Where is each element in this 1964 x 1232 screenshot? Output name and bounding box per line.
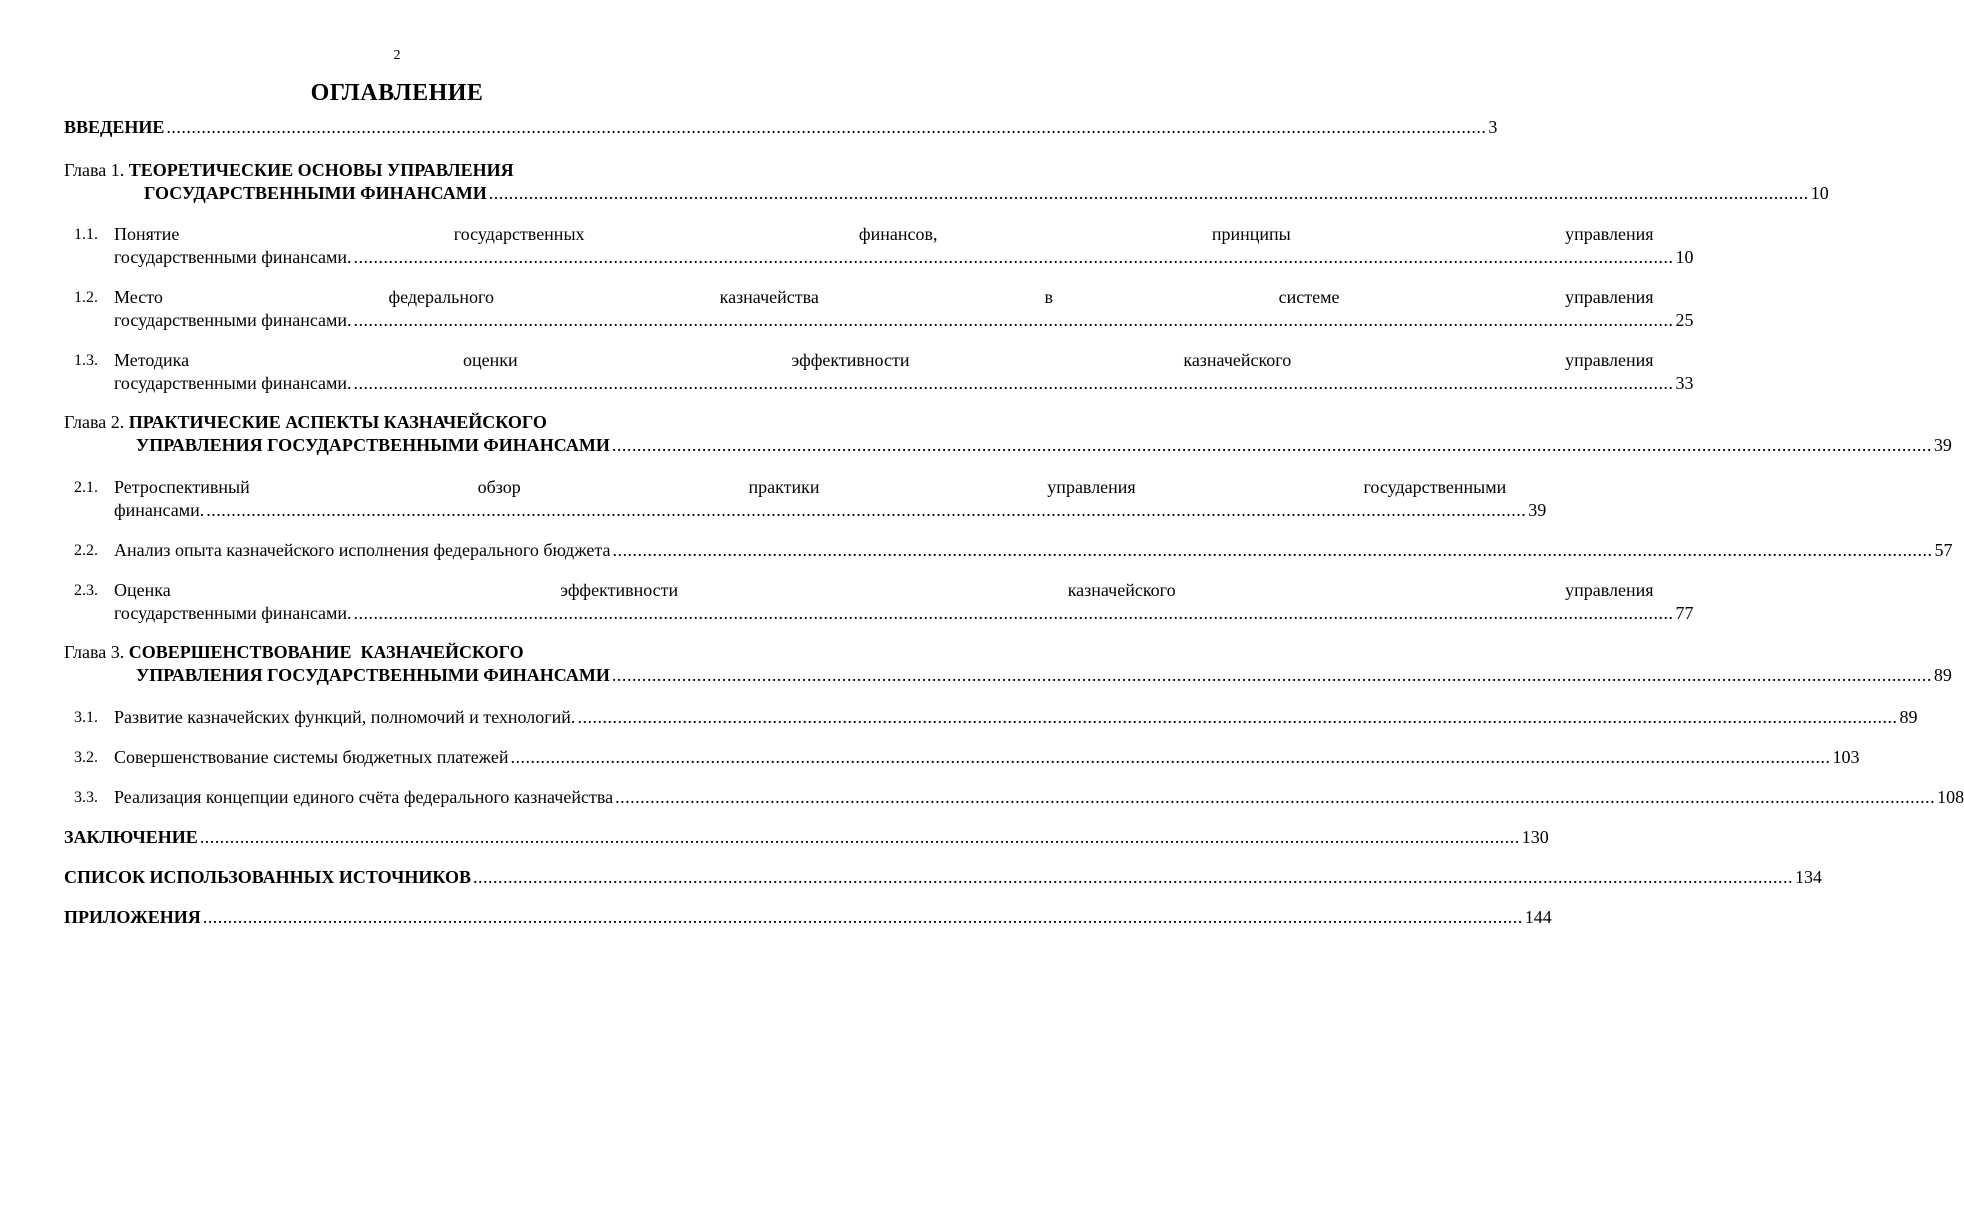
toc-entry-page: 3 xyxy=(1488,117,1498,137)
section-title-line1: Методика оценки эффективности казначейского управления xyxy=(114,350,1654,370)
toc-entry-page: 134 xyxy=(1794,867,1822,887)
section-title-line2: государственными финансами. xyxy=(114,310,352,330)
section-number: 2.3. xyxy=(74,582,98,599)
chapter-page: 10 xyxy=(1810,183,1829,203)
section-title-line1: Ретроспективный обзор практики управления государственными xyxy=(114,477,1507,497)
toc-entry-page: 144 xyxy=(1524,907,1552,927)
chapter-title-line1: ПРАКТИЧЕСКИЕ АСПЕКТЫ КАЗНАЧЕЙСКОГО xyxy=(128,412,547,432)
leader-dots xyxy=(615,786,1935,809)
toc-entry-appendix xyxy=(64,906,1552,929)
chapter-page: 39 xyxy=(1933,435,1952,455)
toc-section-2-1 xyxy=(74,476,1547,522)
leader-dots xyxy=(511,746,1831,769)
toc-entry-label: ВВЕДЕНИЕ xyxy=(64,117,165,137)
section-title-line1: Анализ опыта казначейского исполнения федерального бюджета xyxy=(114,540,611,560)
section-title-line2: государственными финансами. xyxy=(114,603,352,623)
toc-chapter-1 xyxy=(64,159,1829,205)
chapter-prefix: Глава 2. xyxy=(64,412,125,432)
toc-entry-label: ЗАКЛЮЧЕНИЕ xyxy=(64,827,198,847)
table-of-contents xyxy=(64,116,1964,929)
section-number: 3.3. xyxy=(74,789,98,806)
section-number: 1.2. xyxy=(74,289,98,306)
section-page: 33 xyxy=(1675,373,1694,393)
chapter-title-line2: УПРАВЛЕНИЯ ГОСУДАРСТВЕННЫМИ ФИНАНСАМИ xyxy=(136,665,610,685)
section-number: 3.1. xyxy=(74,709,98,726)
section-number: 1.1. xyxy=(74,226,98,243)
section-number: 2.2. xyxy=(74,542,98,559)
toc-section-3-1 xyxy=(74,706,1918,729)
section-number: 3.2. xyxy=(74,749,98,766)
chapter-prefix: Глава 3. xyxy=(64,642,125,662)
section-page: 89 xyxy=(1899,707,1918,727)
leader-dots xyxy=(577,706,1897,729)
toc-entry-label: СПИСОК ИСПОЛЬЗОВАННЫХ ИСТОЧНИКОВ xyxy=(64,867,471,887)
leader-dots xyxy=(354,372,1674,395)
section-number: 2.1. xyxy=(74,479,98,496)
section-page: 108 xyxy=(1937,787,1964,807)
toc-section-2-3 xyxy=(74,579,1694,625)
leader-dots xyxy=(612,664,1932,687)
toc-section-1-3 xyxy=(74,349,1694,395)
section-title-line1: Оценка эффективности казначейского управления xyxy=(114,580,1654,600)
leader-dots xyxy=(354,602,1674,625)
leader-dots xyxy=(473,866,1793,889)
leader-dots xyxy=(612,434,1932,457)
leader-dots xyxy=(206,499,1526,522)
section-page: 77 xyxy=(1675,603,1694,623)
section-page: 25 xyxy=(1675,310,1694,330)
section-page: 39 xyxy=(1528,500,1547,520)
leader-dots xyxy=(166,116,1486,139)
leader-dots xyxy=(203,906,1523,929)
page-number: 2 xyxy=(393,48,401,63)
section-title-line1: Развитие казначейских функций, полномочий и технологий. xyxy=(114,707,576,727)
leader-dots xyxy=(489,182,1809,205)
section-title-line2: государственными финансами. xyxy=(114,373,352,393)
section-title-line1: Место федерального казначейства в системе управления xyxy=(114,287,1654,307)
section-title-line1: Понятие государственных финансов, принципы управления xyxy=(114,224,1654,244)
section-title-line2: финансами. xyxy=(114,500,205,520)
toc-entry-page: 130 xyxy=(1521,827,1549,847)
toc-section-2-2 xyxy=(74,539,1953,562)
chapter-title-line1: СОВЕРШЕНСТВОВАНИЕ КАЗНАЧЕЙСКОГО xyxy=(128,642,524,662)
toc-entry-label: ПРИЛОЖЕНИЯ xyxy=(64,907,201,927)
toc-chapter-2 xyxy=(64,411,1952,457)
toc-section-1-1 xyxy=(74,223,1694,269)
toc-entry-sources xyxy=(64,866,1822,889)
section-title-line1: Реализация концепции единого счёта федерального казначейства xyxy=(114,787,614,807)
toc-section-1-2 xyxy=(74,286,1694,332)
chapter-title-line1: ТЕОРЕТИЧЕСКИЕ ОСНОВЫ УПРАВЛЕНИЯ xyxy=(128,160,514,180)
chapter-title-line2: ГОСУДАРСТВЕННЫМИ ФИНАНСАМИ xyxy=(144,183,487,203)
leader-dots xyxy=(612,539,1932,562)
leader-dots xyxy=(200,826,1520,849)
toc-entry-conclusion xyxy=(64,826,1549,849)
section-number: 1.3. xyxy=(74,352,98,369)
chapter-prefix: Глава 1. xyxy=(64,160,125,180)
section-page: 103 xyxy=(1832,747,1860,767)
toc-chapter-3 xyxy=(64,641,1952,687)
leader-dots xyxy=(354,246,1674,269)
chapter-title-line2: УПРАВЛЕНИЯ ГОСУДАРСТВЕННЫМИ ФИНАНСАМИ xyxy=(136,435,610,455)
section-title-line2: государственными финансами. xyxy=(114,247,352,267)
toc-title: ОГЛАВЛЕНИЕ xyxy=(310,80,484,106)
toc-entry-intro xyxy=(64,116,1498,139)
toc-section-3-2 xyxy=(74,746,1860,769)
section-page: 57 xyxy=(1934,540,1953,560)
leader-dots xyxy=(354,309,1674,332)
chapter-page: 89 xyxy=(1933,665,1952,685)
section-title-line1: Совершенствование системы бюджетных платежей xyxy=(114,747,509,767)
toc-section-3-3 xyxy=(74,786,1964,809)
section-page: 10 xyxy=(1675,247,1694,267)
